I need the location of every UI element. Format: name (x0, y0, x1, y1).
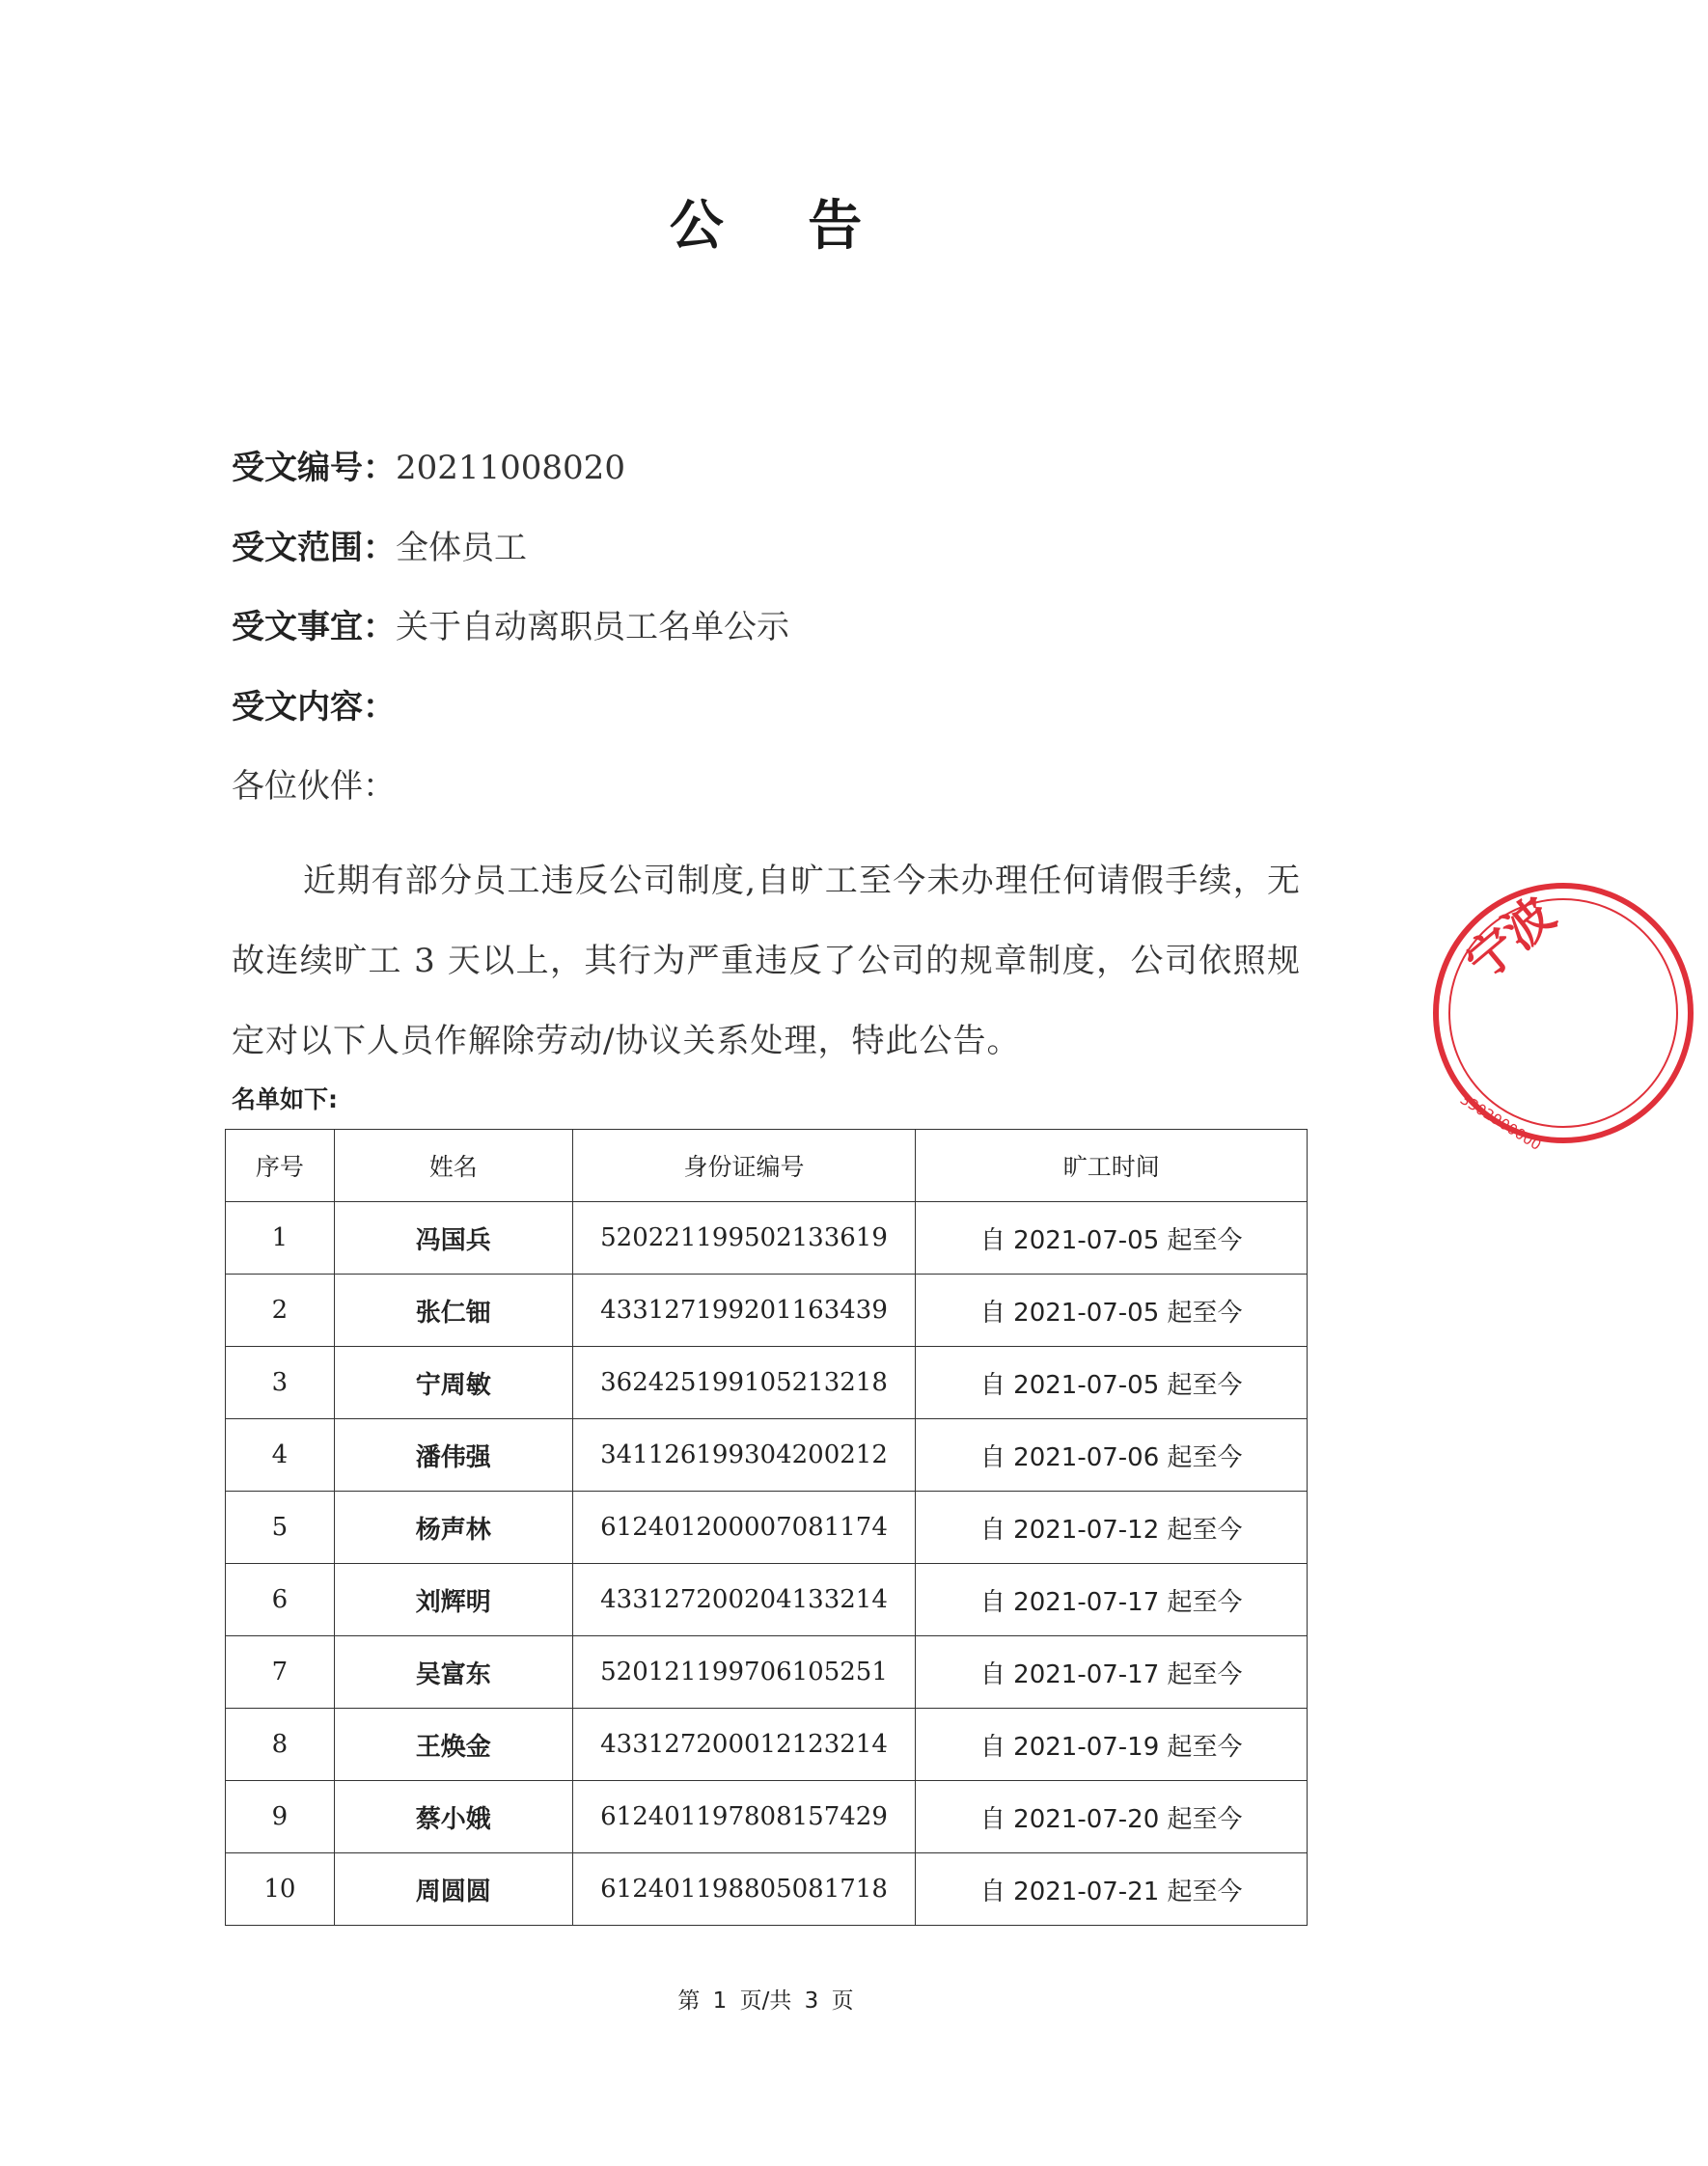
cell-name: 周圆圆 (334, 1853, 572, 1926)
cell-time: 自 2021-07-05 起至今 (916, 1275, 1308, 1347)
cell-name: 冯国兵 (334, 1202, 572, 1275)
cell-name: 王焕金 (334, 1709, 572, 1781)
cell-name: 张仁钿 (334, 1275, 572, 1347)
cell-id: 341126199304200212 (572, 1419, 916, 1492)
cell-id: 433127199201163439 (572, 1275, 916, 1347)
cell-id: 362425199105213218 (572, 1347, 916, 1419)
seal-code: 3302900000 (1456, 1090, 1545, 1154)
seal-text: 宁波 (1455, 886, 1566, 992)
meta-matter (232, 603, 789, 651)
meta-number (232, 444, 625, 492)
cell-no: 4 (226, 1419, 335, 1492)
table-row (226, 1853, 1308, 1926)
table-row (226, 1492, 1308, 1564)
cell-name: 蔡小娥 (334, 1781, 572, 1853)
meta-scope (232, 524, 527, 572)
cell-time: 自 2021-07-12 起至今 (916, 1492, 1308, 1564)
cell-id: 612401198805081718 (572, 1853, 916, 1926)
matter-value: 关于自动离职员工名单公示 (396, 608, 789, 646)
cell-id: 520121199706105251 (572, 1636, 916, 1709)
cell-name: 杨声林 (334, 1492, 572, 1564)
header-id: 身份证编号 (572, 1130, 916, 1202)
table-row (226, 1347, 1308, 1419)
table-row (226, 1564, 1308, 1636)
cell-time: 自 2021-07-05 起至今 (916, 1202, 1308, 1275)
cell-id: 612401197808157429 (572, 1781, 916, 1853)
cell-no: 6 (226, 1564, 335, 1636)
cell-time: 自 2021-07-20 起至今 (916, 1781, 1308, 1853)
cell-name: 吴富东 (334, 1636, 572, 1709)
table-row (226, 1202, 1308, 1275)
table-row (226, 1275, 1308, 1347)
header-name: 姓名 (334, 1130, 572, 1202)
cell-time: 自 2021-07-17 起至今 (916, 1564, 1308, 1636)
number-value: 20211008020 (396, 449, 625, 487)
cell-name: 潘伟强 (334, 1419, 572, 1492)
matter-label: 受文事宜： (232, 608, 396, 646)
cell-name: 刘辉明 (334, 1564, 572, 1636)
table-row (226, 1419, 1308, 1492)
header-no: 序号 (226, 1130, 335, 1202)
table-header-row (226, 1130, 1308, 1202)
cell-no: 9 (226, 1781, 335, 1853)
content-label: 受文内容： (232, 688, 396, 727)
cell-name: 宁周敏 (334, 1347, 572, 1419)
cell-time: 自 2021-07-05 起至今 (916, 1347, 1308, 1419)
cell-no: 10 (226, 1853, 335, 1926)
cell-id: 612401200007081174 (572, 1492, 916, 1564)
company-seal (1419, 868, 1708, 1158)
scope-value: 全体员工 (396, 529, 527, 567)
cell-time: 自 2021-07-06 起至今 (916, 1419, 1308, 1492)
page-footer: 第 1 页/共 3 页 (677, 1988, 854, 2014)
page-title: 公 告 (669, 195, 895, 258)
cell-id: 433127200204133214 (572, 1564, 916, 1636)
body-paragraph: 近期有部分员工违反公司制度,自旷工至今未办理任何请假手续，无故连续旷工 3 天以上，其行为严重违反了公司的规章制度，公司依照规定对以下人员作解除劳动/协议关系处理，特此公告。 (232, 862, 1301, 1060)
cell-id: 520221199502133619 (572, 1202, 916, 1275)
number-label: 受文编号： (232, 449, 396, 487)
header-time: 旷工时间 (916, 1130, 1308, 1202)
cell-no: 2 (226, 1275, 335, 1347)
cell-time: 自 2021-07-19 起至今 (916, 1709, 1308, 1781)
meta-content (232, 683, 396, 731)
table-row (226, 1781, 1308, 1853)
list-label: 名单如下: (232, 1085, 338, 1113)
greeting: 各位伙伴： (232, 767, 396, 806)
cell-no: 5 (226, 1492, 335, 1564)
cell-time: 自 2021-07-21 起至今 (916, 1853, 1308, 1926)
table-row (226, 1709, 1308, 1781)
cell-id: 433127200012123214 (572, 1709, 916, 1781)
table-row (226, 1636, 1308, 1709)
cell-no: 1 (226, 1202, 335, 1275)
cell-no: 8 (226, 1709, 335, 1781)
cell-no: 7 (226, 1636, 335, 1709)
cell-time: 自 2021-07-17 起至今 (916, 1636, 1308, 1709)
roster-table (225, 1129, 1308, 1926)
scope-label: 受文范围： (232, 529, 396, 567)
cell-no: 3 (226, 1347, 335, 1419)
